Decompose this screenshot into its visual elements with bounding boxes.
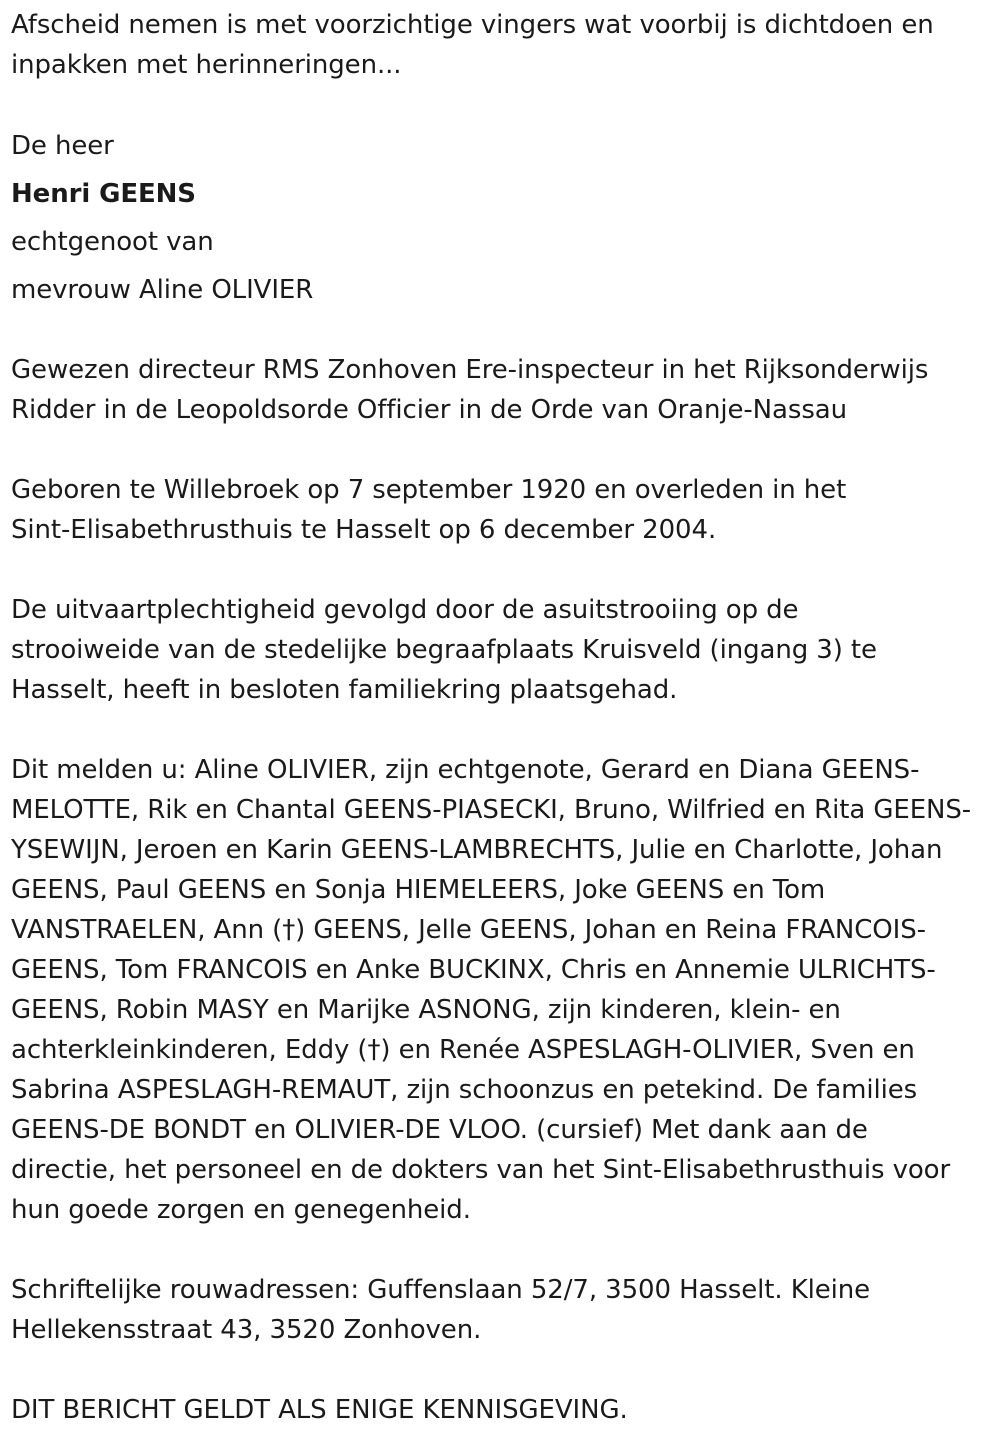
intro-line: Afscheid nemen is met voorzichtige vingers wat voorbij is dichtdoen en xyxy=(11,10,934,40)
deceased-name: Henri GEENS xyxy=(11,179,196,209)
announcement-line: achterkleinkinderen, Eddy (†) en Renée ASPESLAGH-OLIVIER, Sven en xyxy=(11,1035,915,1065)
funeral-line: De uitvaartplechtigheid gevolgd door de asuitstrooiing op de xyxy=(11,595,799,625)
announcement-line: Dit melden u: Aline OLIVIER, zijn echtgenote, Gerard en Diana GEENS- xyxy=(11,755,920,785)
announcement-line: GEENS, Tom FRANCOIS en Anke BUCKINX, Chris en Annemie ULRICHTS- xyxy=(11,955,936,985)
notice-text: DIT BERICHT GELDT ALS ENIGE KENNISGEVING. xyxy=(11,1395,628,1425)
salutation: De heer xyxy=(11,131,114,161)
announcement-line: VANSTRAELEN, Ann (†) GEENS, Jelle GEENS, Johan en Reina FRANCOIS- xyxy=(11,915,926,945)
announcement-line: GEENS, Paul GEENS en Sonja HIEMELEERS, Joke GEENS en Tom xyxy=(11,875,826,905)
announcement-line: GEENS-DE BONDT en OLIVIER-DE VLOO. (cursief) Met dank aan de xyxy=(11,1115,868,1145)
funeral-paragraph xyxy=(11,590,877,710)
titles-line: Gewezen directeur RMS Zonhoven Ere-inspecteur in het Rijksonderwijs xyxy=(11,355,929,385)
addresses-paragraph xyxy=(11,1270,870,1350)
announcement-line: hun goede zorgen en genegenheid. xyxy=(11,1195,471,1225)
announcement-line: Sabrina ASPESLAGH-REMAUT, zijn schoonzus en petekind. De families xyxy=(11,1075,918,1105)
announcement-line: GEENS, Robin MASY en Marijke ASNONG, zijn kinderen, klein- en xyxy=(11,995,841,1025)
titles-line: Ridder in de Leopoldsorde Officier in de Orde van Oranje-Nassau xyxy=(11,395,847,425)
intro-line: inpakken met herinneringen... xyxy=(11,50,402,80)
titles-paragraph xyxy=(11,350,928,430)
addresses-line: Hellekensstraat 43, 3520 Zonhoven. xyxy=(11,1315,482,1345)
intro-quote xyxy=(11,5,934,85)
announcement-paragraph xyxy=(11,750,971,1230)
birth-death-line: Geboren te Willebroek op 7 september 1920 en overleden in het xyxy=(11,475,847,505)
announcement-line: YSEWIJN, Jeroen en Karin GEENS-LAMBRECHTS, Julie en Charlotte, Johan xyxy=(11,835,943,865)
addresses-line: Schriftelijke rouwadressen: Guffenslaan 52/7, 3500 Hasselt. Kleine xyxy=(11,1275,871,1305)
funeral-line: Hasselt, heeft in besloten familiekring plaatsgehad. xyxy=(11,675,678,705)
birth-death-line: Sint-Elisabethrusthuis te Hasselt op 6 december 2004. xyxy=(11,515,717,545)
funeral-line: strooiweide van de stedelijke begraafplaats Kruisveld (ingang 3) te xyxy=(11,635,877,665)
spouse-name: mevrouw Aline OLIVIER xyxy=(11,275,314,305)
spouse-relation: echtgenoot van xyxy=(11,227,214,257)
announcement-line: directie, het personeel en de dokters van het Sint-Elisabethrusthuis voor xyxy=(11,1155,951,1185)
birth-death-paragraph xyxy=(11,470,846,550)
announcement-line: MELOTTE, Rik en Chantal GEENS-PIASECKI, Bruno, Wilfried en Rita GEENS- xyxy=(11,795,972,825)
